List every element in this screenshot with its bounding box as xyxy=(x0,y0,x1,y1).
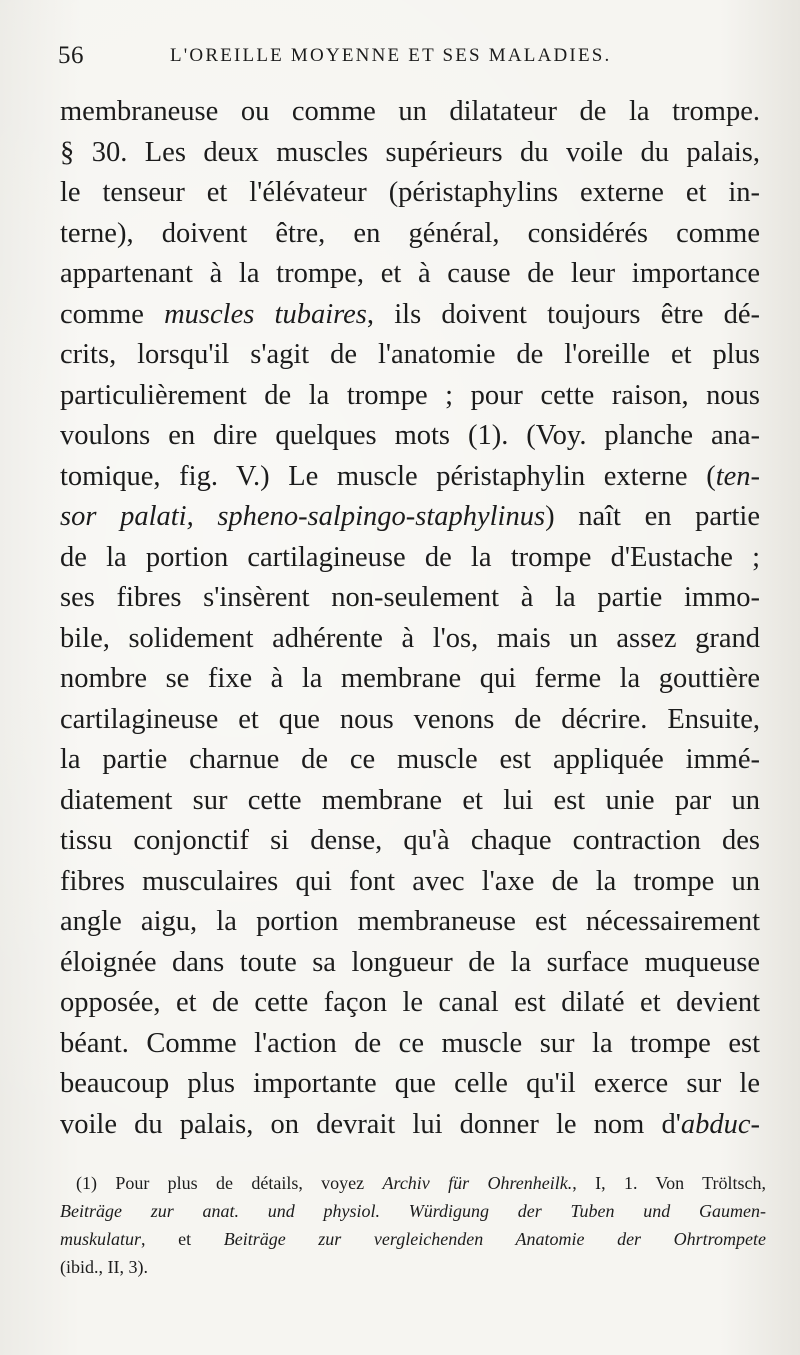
text-line: terne), doivent être, en général, considérés comme xyxy=(60,217,760,249)
italic-term: abduc- xyxy=(680,1108,760,1140)
text-line: membraneuse ou comme un dilatateur de la trompe. xyxy=(60,96,760,127)
footnote-line xyxy=(60,1197,766,1225)
text-line: béant. Comme l'action de ce muscle sur la trompe est xyxy=(60,1027,760,1059)
text-line: bile, solidement adhérente à l'os, mais un assez grand xyxy=(60,622,760,654)
footnote-line: muskulatur, et Beiträge zur vergleichenden Anatomie der Ohrtrompete xyxy=(60,1229,766,1249)
text-line: comme muscles tubaires, ils doivent toujours être dé- xyxy=(60,298,760,330)
italic-citation: Beiträge zur vergleichenden Anatomie der Ohrtrompete xyxy=(223,1229,766,1249)
text-line: appartenant à la trompe, et à cause de leur importance xyxy=(60,258,760,289)
text-line: angle aigu, la portion membraneuse est nécessairement xyxy=(60,906,760,937)
running-title: L'OREILLE MOYENNE ET SES MALADIES. xyxy=(170,45,612,66)
text-line: la partie charnue de ce muscle est appliquée immé- xyxy=(60,744,760,775)
text-line: de la portion cartilagineuse de la trompe d'Eustache ; xyxy=(60,541,760,573)
text-line: éloignée dans toute sa longueur de la surface muqueuse xyxy=(60,946,760,978)
text-line: le tenseur et l'élévateur (péristaphylins externe et in- xyxy=(60,177,760,208)
italic-term: muscles tubaires xyxy=(164,298,367,330)
footnote xyxy=(60,1169,766,1281)
text-line: cartilagineuse et que nous venons de décrire. Ensuite, xyxy=(60,703,760,735)
text-line: § 30. Les deux muscles supérieurs du voile du palais, xyxy=(60,136,760,168)
text-line: ses fibres s'insèrent non-seulement à la partie immo- xyxy=(60,582,760,613)
text-line: nombre se fixe à la membrane qui ferme la gouttière xyxy=(60,663,760,694)
italic-citation: muskulatur xyxy=(60,1229,141,1249)
body-text xyxy=(60,92,760,1145)
text-line: beaucoup plus importante que celle qu'il exerce sur le xyxy=(60,1068,760,1099)
italic-term: sor palati, spheno-salpingo-staphylinus xyxy=(60,501,546,532)
text-line: tissu conjonctif si dense, qu'à chaque contraction des xyxy=(60,825,760,856)
text-line: crits, lorsqu'il s'agit de l'anatomie de l'oreille et plus xyxy=(60,339,760,370)
footnote-line: (ibid., II, 3). xyxy=(60,1257,148,1277)
italic-citation: Archiv für Ohrenheilk. xyxy=(382,1173,573,1193)
text-line: diatement sur cette membrane et lui est unie par un xyxy=(60,784,760,816)
text-line: tomique, fig. V.) Le muscle péristaphylin externe (ten- xyxy=(60,460,760,492)
italic-citation: Beiträge zur anat. und physiol. Würdigung der Tuben und Gaumen- xyxy=(60,1201,766,1221)
text-line: opposée, et de cette façon le canal est dilaté et devient xyxy=(60,987,760,1018)
text-line: particulièrement de la trompe ; pour cette raison, nous xyxy=(60,379,760,411)
text-line: fibres musculaires qui font avec l'axe de la trompe un xyxy=(60,865,760,897)
text-line: voile du palais, on devrait lui donner le nom d'abduc- xyxy=(60,1108,760,1140)
page-header xyxy=(58,42,758,76)
page-number: 56 xyxy=(58,42,84,69)
italic-term: ten- xyxy=(715,460,760,492)
footnote-line: (1) Pour plus de détails, voyez Archiv für Ohrenheilk., I, 1. Von Tröltsch, xyxy=(76,1173,766,1193)
text-line: sor palati, spheno-salpingo-staphylinus) naît en partie xyxy=(60,501,760,532)
text-line: voulons en dire quelques mots (1). (Voy. planche ana- xyxy=(60,420,760,451)
